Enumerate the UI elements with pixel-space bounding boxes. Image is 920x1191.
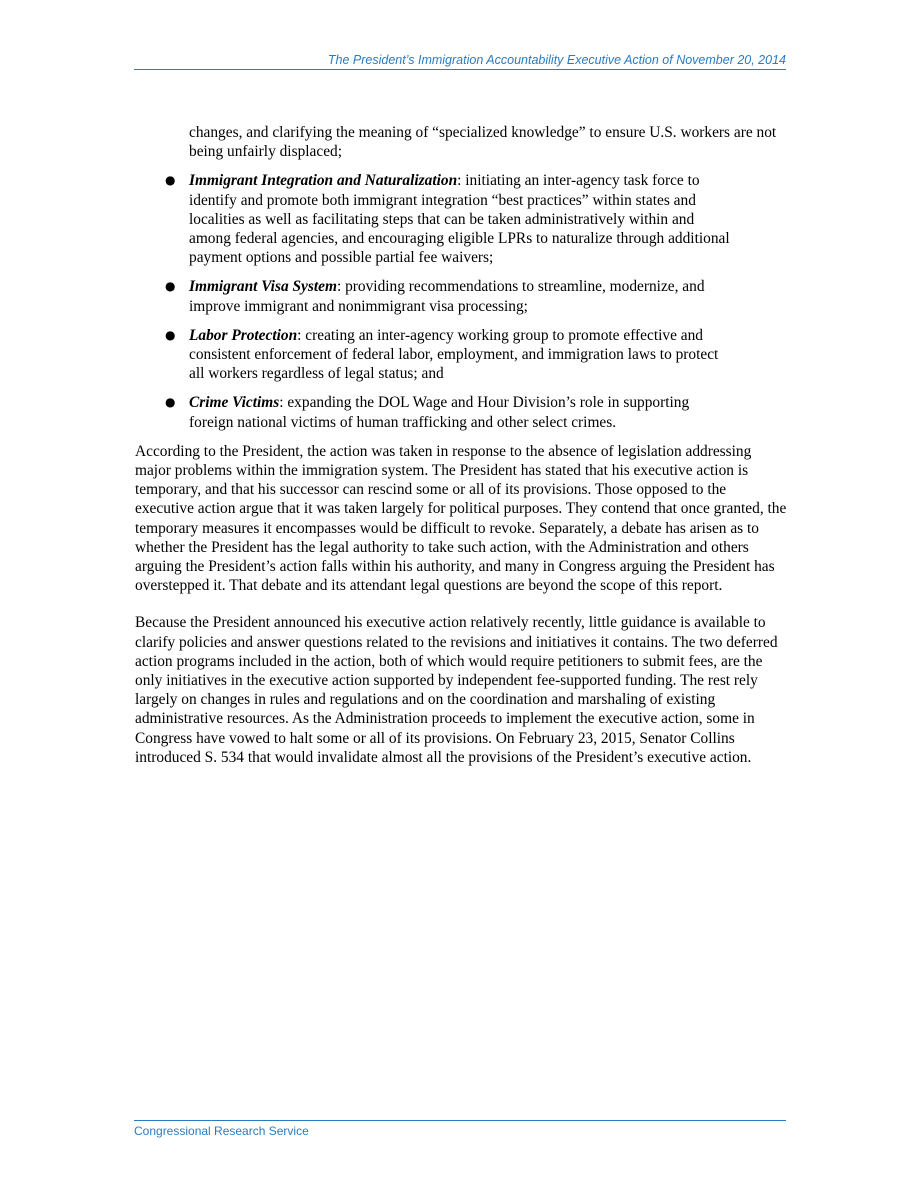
page-body bbox=[135, 123, 787, 785]
bullet-list bbox=[135, 171, 787, 431]
body-paragraph: According to the President, the action was taken in response to the absence of legislation addressing major problems within the immigration system. The President has stated that his executive action is temporary, and that his successor can rescind some or all of its provisions. Those opposed to the executive action argue that it was taken largely for political purposes. They contend that once granted, the temporary measures it encompasses would be difficult to revoke. Separately, a debate has arisen as to whether the President has the legal authority to take such action, with the Administration and others arguing the President’s action falls within his authority, and many in Congress arguing the President has overstepped it. That debate and its attendant legal questions are beyond the scope of this report. bbox=[135, 442, 787, 595]
bullet-text: : initiating an inter-agency task force to identify and promote both immigrant integration “best practices” within states and localities as well as facilitating steps that can be taken administratively within and among federal agencies, and encouraging eligible LPRs to naturalize through additional payment options and possible partial fee waivers; bbox=[189, 172, 730, 267]
page-footer bbox=[134, 1120, 786, 1138]
bullet-text: : creating an inter-agency working group to promote effective and consistent enforcement of federal labor, employment, and immigration laws to protect all workers regardless of legal status; and bbox=[189, 326, 719, 383]
bullet-icon: ● bbox=[165, 173, 176, 188]
bullet-item-immigrant-integration bbox=[165, 171, 787, 267]
bullet-icon: ● bbox=[165, 279, 176, 294]
running-title: The President’s Immigration Accountability Executive Action of November 20, 2014 bbox=[327, 53, 786, 67]
bullet-item-crime-victims bbox=[165, 393, 787, 431]
bullet-icon: ● bbox=[165, 395, 176, 410]
bullet-item-immigrant-visa-system bbox=[165, 277, 787, 315]
bullet-item-labor-protection bbox=[165, 326, 787, 384]
bullet-term: Immigrant Visa System bbox=[189, 278, 337, 296]
bullet-term: Labor Protection bbox=[189, 326, 298, 344]
bullet-text: : expanding the DOL Wage and Hour Division’s role in supporting foreign national victims of human trafficking and other select crimes. bbox=[189, 394, 690, 431]
bullet-text: : providing recommendations to streamline, modernize, and improve immigrant and nonimmigrant visa processing; bbox=[189, 278, 705, 315]
footer-source: Congressional Research Service bbox=[134, 1124, 309, 1138]
continued-bullet-text: changes, and clarifying the meaning of “specialized knowledge” to ensure U.S. workers are not being unfairly displaced; bbox=[189, 124, 777, 161]
bullet-term: Immigrant Integration and Naturalization bbox=[189, 172, 458, 190]
running-header bbox=[134, 52, 786, 70]
bullet-term: Crime Victims bbox=[189, 394, 280, 412]
bullet-icon: ● bbox=[165, 327, 176, 342]
body-paragraph: Because the President announced his executive action relatively recently, little guidance is available to clarify policies and answer questions related to the revisions and initiatives it contains. The two deferred action programs included in the action, both of which would require petitioners to submit fees, are the only initiatives in the executive action supported by independent fee-supported funding. The rest rely largely on changes in rules and regulations and on the coordination and marshaling of existing administrative resources. As the Administration proceeds to implement the executive action, some in Congress have vowed to halt some or all of its provisions. On February 23, 2015, Senator Collins introduced S. 534 that would invalidate almost all the provisions of the President’s executive action. bbox=[135, 614, 778, 766]
